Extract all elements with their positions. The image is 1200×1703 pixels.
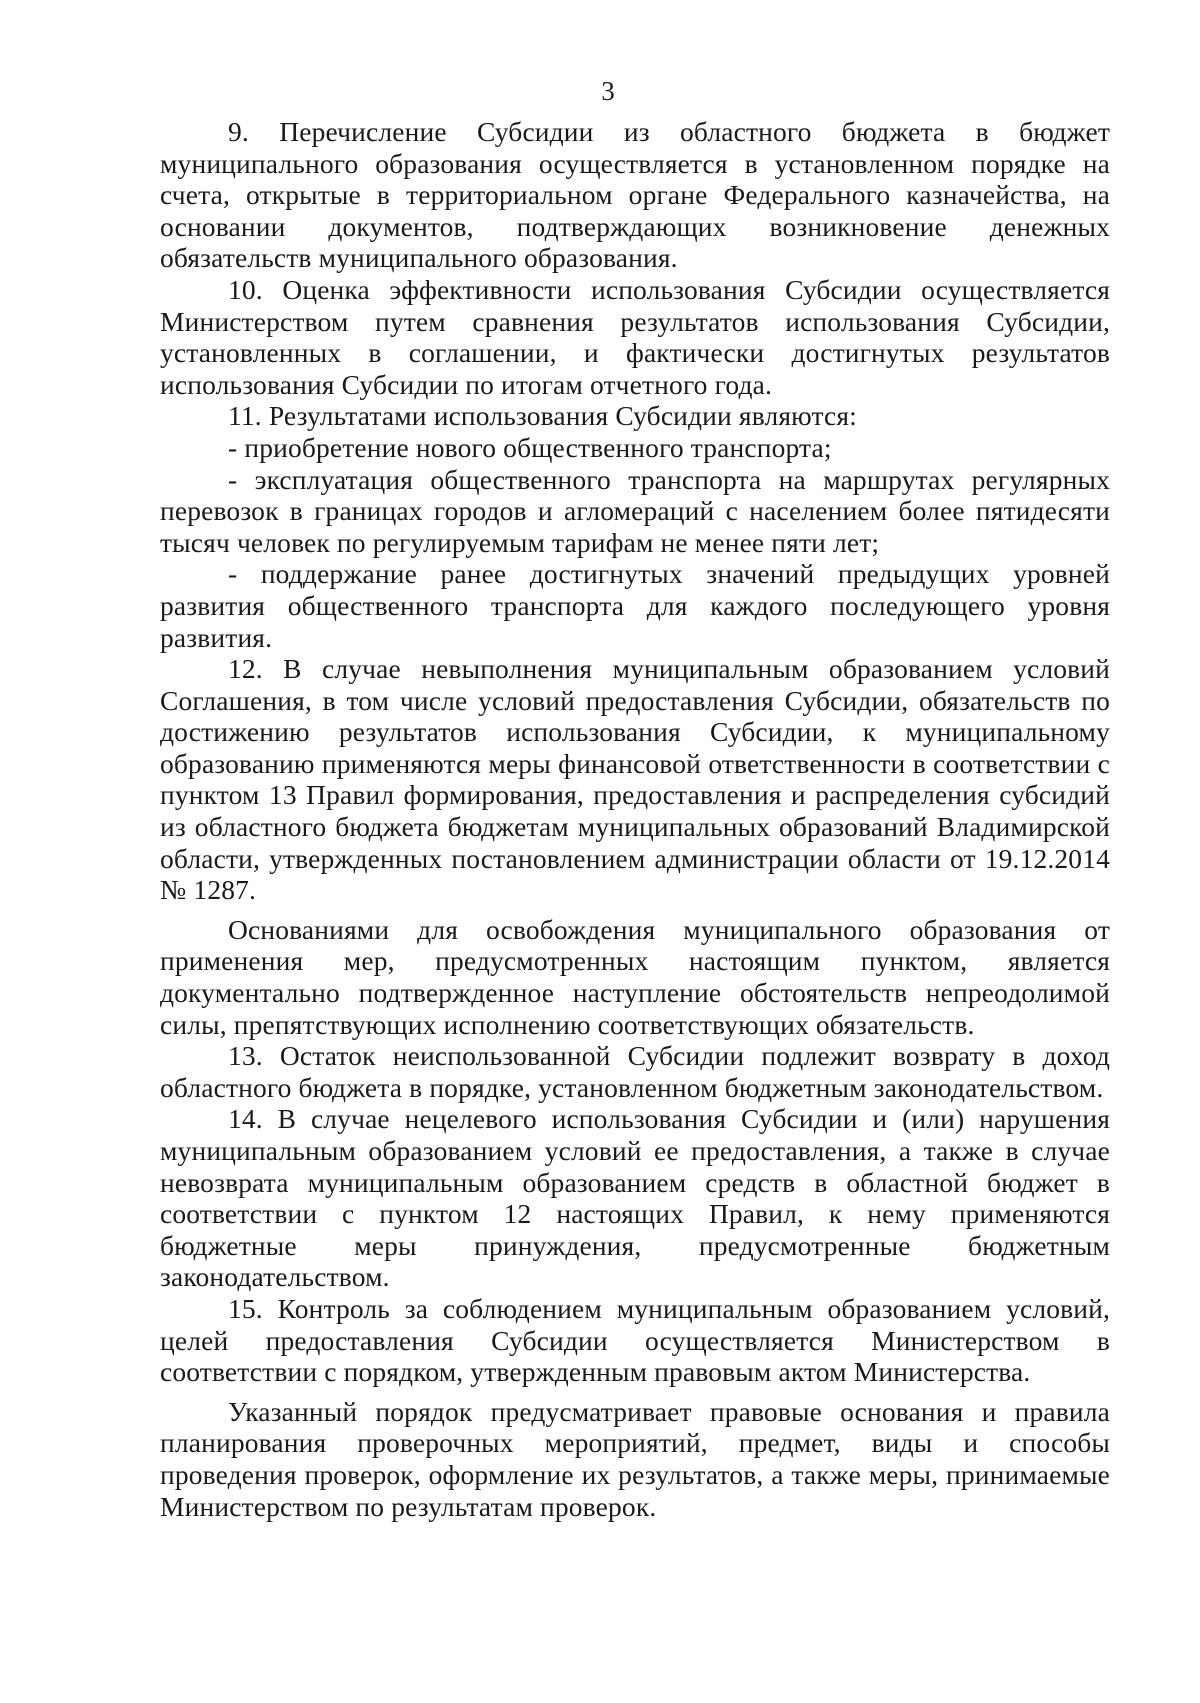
document-body [160, 116, 1110, 1522]
paragraph-9: 9. Перечисление Субсидии из областного бюджета в бюджет муниципального образования осуществляется в установленном порядке на счета, открытые в территориальном органе Федерального казначейства, на основании документов, подтверждающих возникновение денежных обязательств муниципального образования. [160, 116, 1110, 274]
page-number: 3 [601, 76, 615, 106]
paragraph-15-procedure: Указанный порядок предусматривает правовые основания и правила планирования проверочных мероприятий, предмет, виды и способы проведения проверок, оформление их результатов, а также меры, принимаемые Министерством по результатам проверок. [160, 1395, 1110, 1522]
paragraph-12: 12. В случае невыполнения муниципальным образованием условий Соглашения, в том числе условий предоставления Субсидии, обязательств по достижению результатов использования Субсидии, к муниципальному образованию применяются меры финансовой ответственности в соответствии с пунктом 13 Правил формирования, предоставления и распределения субсидий из областного бюджета бюджетам муниципальных образований Владимирской области, утвержденных постановлением администрации области от 19.12.2014 № 1287. [160, 653, 1110, 906]
paragraph-11: 11. Результатами использования Субсидии являются: [228, 400, 857, 432]
result-item-purchase: - приобретение нового общественного транспорта; [228, 431, 832, 463]
paragraph-13: 13. Остаток неиспользованной Субсидии подлежит возврату в доход областного бюджета в порядке, установленном бюджетным законодательством. [160, 1040, 1110, 1103]
paragraph-12-exemption: Основаниями для освобождения муниципального образования от применения мер, предусмотренных настоящим пунктом, является документально подтвержденное наступление обстоятельств непреодолимой силы, препятствующих исполнению соответствующих обязательств. [160, 913, 1110, 1040]
paragraph-15: 15. Контроль за соблюдением муниципальным образованием условий, целей предоставления Субсидии осуществляется Министерством в соответствии с порядком, утвержденным правовым актом Министерства. [160, 1292, 1110, 1388]
paragraph-14: 14. В случае нецелевого использования Субсидии и (или) нарушения муниципальным образованием условий ее предоставления, а также в случае невозврата муниципальным образованием средств в областной бюджет в соответствии с пунктом 12 настоящих Правил, к нему применяются бюджетные меры принуждения, предусмотренные бюджетным законодательством. [160, 1103, 1110, 1293]
paragraph-10: 10. Оценка эффективности использования Субсидии осуществляется Министерством путем сравнения результатов использования Субсидии, установленных в соглашении, и фактически достигнутых результатов использования Субсидии по итогам отчетного года. [160, 273, 1110, 400]
result-item-maintenance: - поддержание ранее достигнутых значений предыдущих уровней развития общественного транспорта для каждого последующего уровня развития. [160, 558, 1110, 653]
result-item-operation: - эксплуатация общественного транспорта на маршрутах регулярных перевозок в границах городов и агломераций с населением более пятидесяти тысяч человек по регулируемым тарифам не менее пяти лет; [160, 463, 1110, 558]
